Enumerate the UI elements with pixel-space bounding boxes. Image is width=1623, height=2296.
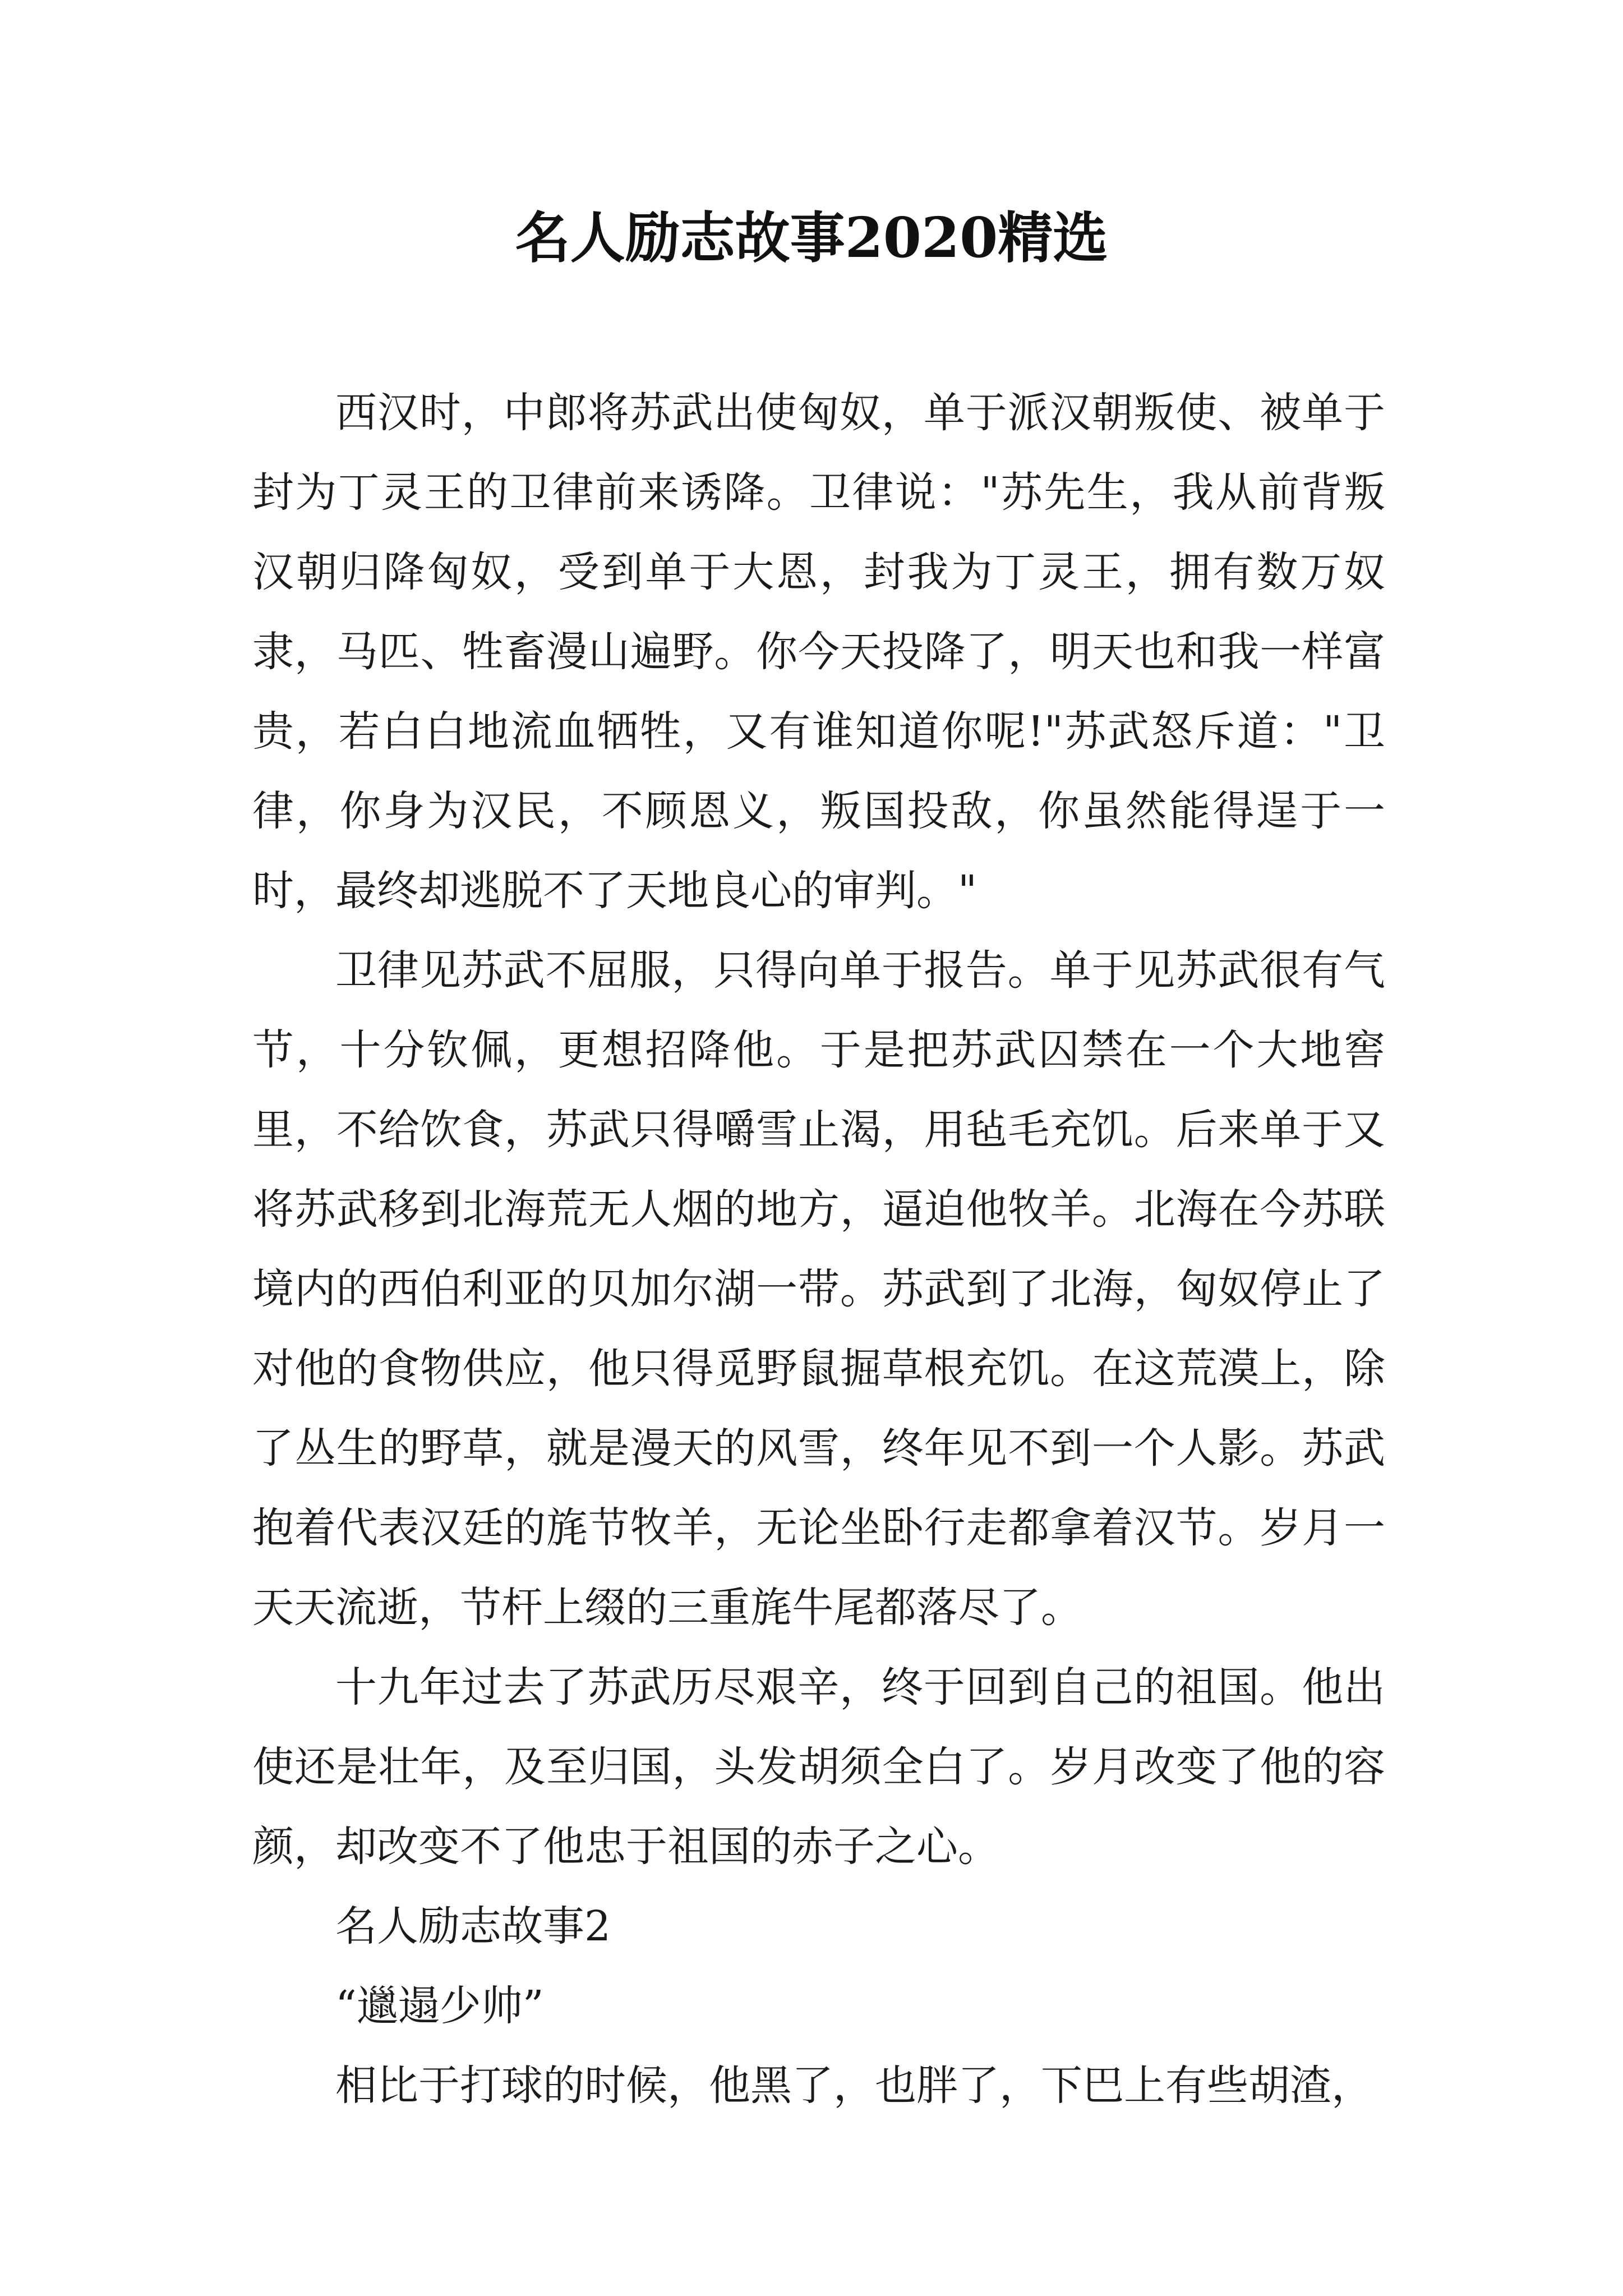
paragraph-su-wu-intro: 西汉时，中郎将苏武出使匈奴，单于派汉朝叛使、被单于封为丁灵王的卫律前来诱降。卫律说："苏先生，我从前背叛汉朝归降匈奴，受到单于大恩，封我为丁灵王，拥有数万奴隶，马匹、牲畜漫山遍野。你今天投降了，明天也和我一样富贵，若白白地流血牺牲，又有谁知道你呢!"苏武怒斥道："卫律，你身为汉民，不顾恩义，叛国投敌，你虽然能得逞于一时，最终却逃脱不了天地良心的审判。" — [252, 389, 1385, 915]
paragraph-su-wu-return: 十九年过去了苏武历尽艰辛，终于回到自己的祖国。他出使还是壮年，及至归国，头发胡须全白了。岁月改变了他的容颜，却改变不了他忠于祖国的赤子之心。 — [252, 1663, 1385, 1871]
story-2-subtitle: “邋遢少帅” — [335, 1982, 544, 2030]
section-heading-story-2: 名人励志故事2 — [335, 1902, 611, 1950]
document-body — [252, 373, 1385, 2125]
document-title: 名人励志故事2020精选 — [515, 206, 1108, 270]
paragraph-su-wu-exile: 卫律见苏武不屈服，只得向单于报告。单于见苏武很有气节，十分钦佩，更想招降他。于是把苏武囚禁在一个大地窖里，不给饮食，苏武只得嚼雪止渴，用毡毛充饥。后来单于又将苏武移到北海荒无人烟的地方，逼迫他牧羊。北海在今苏联境内的西伯利亚的贝加尔湖一带。苏武到了北海，匈奴停止了对他的食物供应，他只得觅野鼠掘草根充饥。在这荒漠上，除了丛生的野草，就是漫天的风雪，终年见不到一个人影。苏武抱着代表汉廷的旄节牧羊，无论坐卧行走都拿着汉节。岁月一天天流逝，节杆上缀的三重旄牛尾都落尽了。 — [252, 946, 1385, 1632]
paragraph-story-2-opening: 相比于打球的时候，他黑了，也胖了，下巴上有些胡渣， — [335, 2062, 1373, 2110]
